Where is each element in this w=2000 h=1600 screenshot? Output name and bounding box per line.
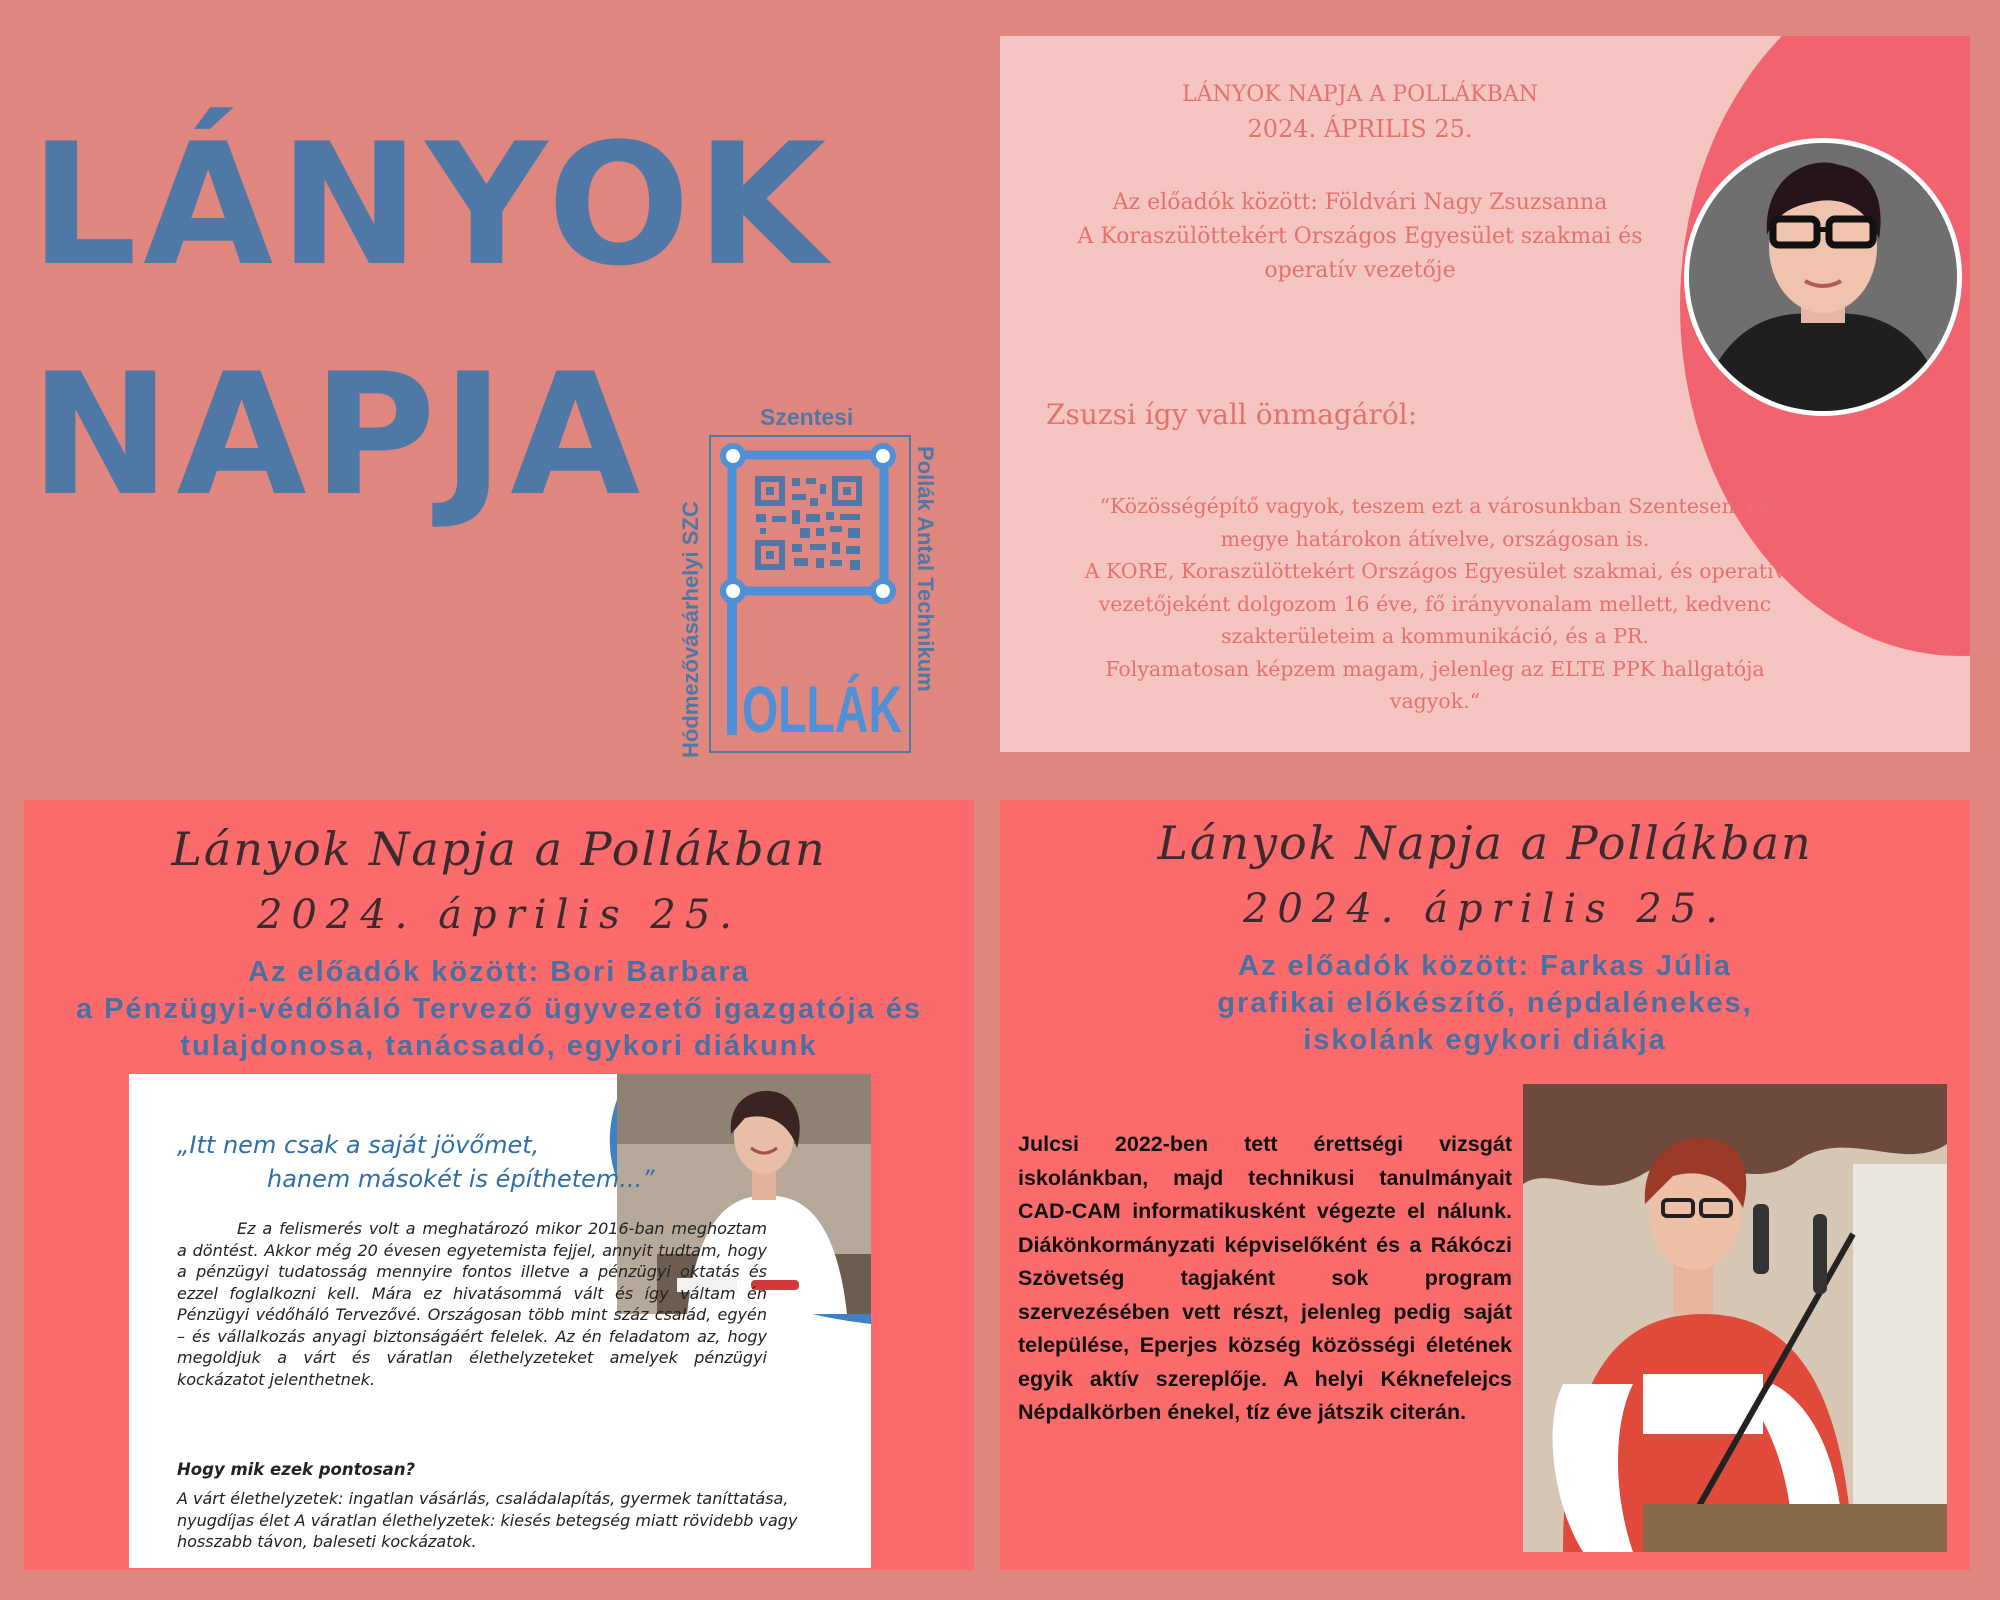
quote-line: vagyok.“ — [1389, 689, 1481, 713]
bl-speaker — [24, 954, 974, 1065]
speaker-line: Az előadók között: Bori Barbara — [248, 956, 750, 988]
quote-line: szakterületeim a kommunikáció, és a PR. — [1221, 624, 1649, 648]
quote-line: A KORE, Koraszülöttekért Országos Egyesület szakmai, és operatív — [1084, 559, 1786, 583]
speaker-photo-zsuzsanna — [1684, 138, 1962, 416]
speaker-line: Az előadók között: Farkas Júlia — [1238, 950, 1732, 982]
speaker-line: grafikai előkészítő, népdalénekes, — [1217, 987, 1753, 1019]
flyer-list-line: nyugdíjas élet A váratlan élethelyzetek: kiesés betegség miatt rövidebb vagy — [177, 1510, 798, 1530]
logo-brand-text: OLLÁK — [742, 672, 903, 746]
br-speaker — [1000, 948, 1970, 1059]
flyer-quote-line2: hanem másokét is építhetem...” — [267, 1165, 655, 1193]
flyer-quote — [177, 1128, 655, 1196]
flyer-list — [177, 1488, 857, 1553]
speaker-line: tulajdonosa, tanácsadó, egykori diákunk — [180, 1030, 818, 1062]
br-script-title: Lányok Napja a Pollákban — [1157, 816, 1813, 870]
flyer-list-line: A várt élethelyzetek: ingatlan vásárlás, családalapítás, gyermek taníttatása, — [177, 1489, 789, 1508]
card-bottom-right — [1000, 800, 1970, 1570]
speaker-line: operatív vezetője — [1264, 258, 1456, 283]
main-title-line2: NAPJA — [30, 337, 647, 533]
top-card-speaker — [1000, 186, 1720, 288]
bl-script-date: 2024. április 25. — [256, 892, 742, 938]
top-card-heading: Zsuzsi így vall önmagáról: — [1046, 398, 1418, 431]
flyer-quote-line1: „Itt nem csak a saját jövőmet, — [177, 1131, 540, 1159]
flyer-subheading: Hogy mik ezek pontosan? — [177, 1460, 416, 1479]
main-title-line1: LÁNYOK — [30, 107, 833, 303]
logo-right-text: Pollák Antal Technikum — [913, 446, 938, 692]
logo-frame-icon — [660, 398, 960, 758]
flyer-body: Ez a felismerés volt a meghatározó mikor 2016-ban meghoztam a döntést. Akkor még 20 évesen egyetemista fejjel, annyit tudtam, hogy a pénzügyi tudatosság mennyire fontos illetve a pénzügyi oktatás és ezzel foglalkozni kell. Mára ez hivatásommá vált és így váltam én Pénzügyi védőháló Tervezővé. Országosan több mint száz család, egyén – és vállalkozás anyagi biztonságáért felelek. Az én feladatom az, hogy megoldjuk a várt és váratlan élethelyzeteket amelyek pénzügyi kockázatot jelenthetnek. — [177, 1219, 767, 1389]
speaker-photo-julia — [1523, 1084, 1947, 1552]
qr-code-icon — [755, 476, 862, 570]
quote-line: megye határokon átívelve, országosan is. — [1220, 526, 1650, 551]
card-top-right — [1000, 36, 1970, 752]
bl-script-title: Lányok Napja a Pollákban — [171, 822, 827, 876]
br-script-date: 2024. április 25. — [1242, 886, 1728, 932]
speaker-line: a Pénzügyi-védőháló Tervező ügyvezető igazgatója és — [76, 993, 922, 1025]
person-portrait-icon — [1689, 143, 1957, 411]
quote-line: Folyamatosan képzem magam, jelenleg az ELTE PPK hallgatója — [1105, 656, 1765, 681]
top-card-quote — [1020, 490, 1850, 718]
logo-left-text: Hódmezővásárhelyi SZC — [678, 501, 703, 758]
top-card-title-line1: LÁNYOK NAPJA A POLLÁKBAN — [1182, 82, 1538, 107]
quote-line: “Közösségépítő vagyok, teszem ezt a városunkban Szentesen, és — [1099, 494, 1771, 518]
speaker-flyer-bori — [129, 1074, 871, 1568]
flyer-list-line: hosszabb távon, baleseti kockázatok. — [177, 1532, 477, 1551]
person-zither-icon — [1523, 1084, 1947, 1552]
top-card-title — [1080, 78, 1640, 146]
logo-top-text: Szentesi — [760, 404, 854, 430]
quote-line: vezetőjeként dolgozom 16 éve, fő irányvonalam mellett, kedvenc — [1098, 591, 1772, 616]
school-logo — [660, 398, 960, 758]
speaker-line: A Koraszülöttekért Országos Egyesület szakmai és — [1077, 224, 1643, 249]
br-body-text: Julcsi 2022-ben tett érettségi vizsgát iskolánkban, majd technikusi tanulmányait CAD-CAM informatikusként végezte el nálunk. Diákönkormányzati képviselőként és a Rákóczi Szövetség tagjaként sok program szervezésében vett részt, jelenleg pedig saját települése, Eperjes község közösségi életének egyik aktív szereplője. A helyi Kéknefelejcs Népdalkörben énekel, tíz éve játszik citerán. — [1018, 1132, 1512, 1424]
speaker-line: iskolánk egykori diákja — [1303, 1024, 1667, 1056]
card-bottom-left — [24, 800, 974, 1570]
top-card-title-line2: 2024. ÁPRILIS 25. — [1247, 115, 1473, 143]
speaker-line: Az előadók között: Földvári Nagy Zsuzsanna — [1112, 190, 1608, 215]
